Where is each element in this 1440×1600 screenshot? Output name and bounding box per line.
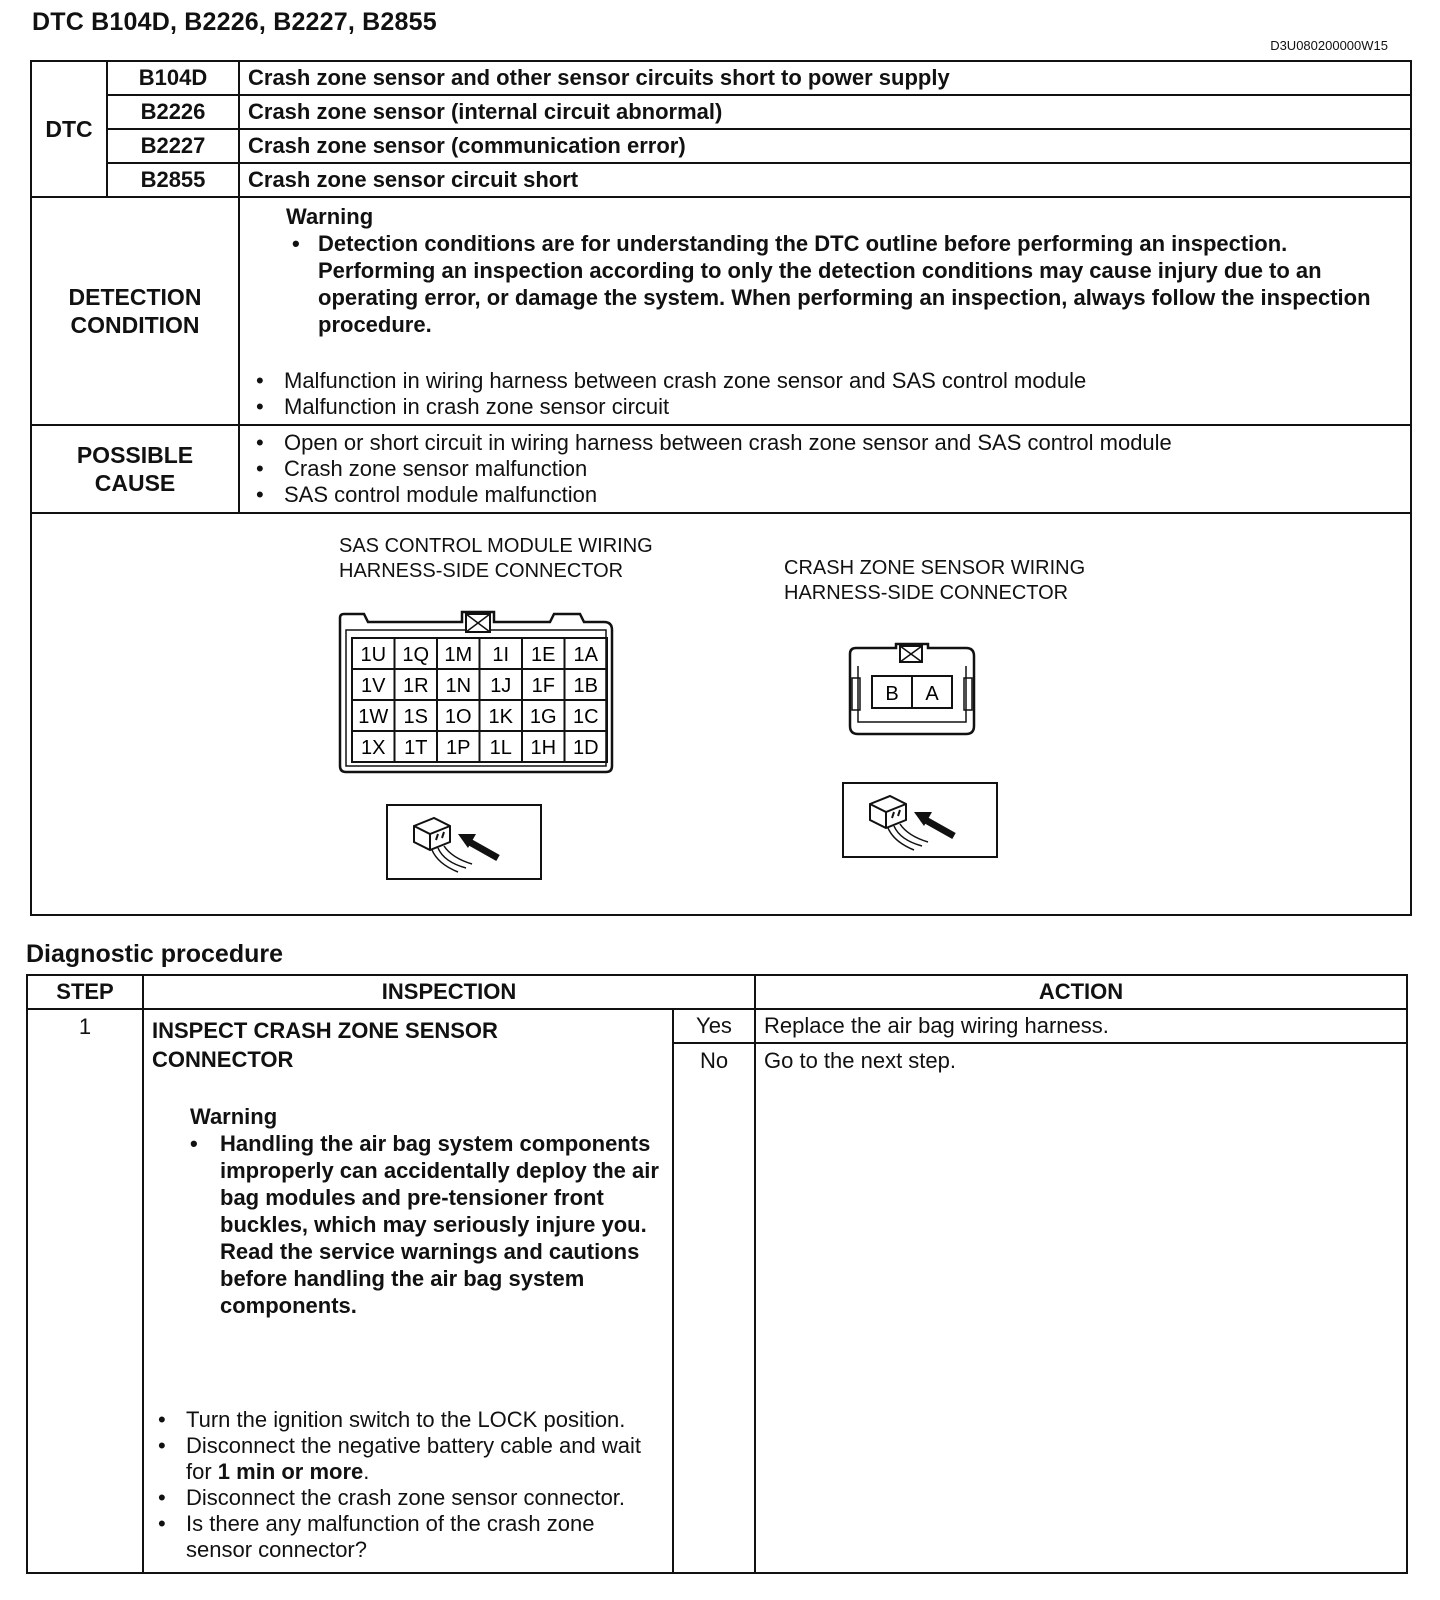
inspection-cell — [143, 1009, 673, 1573]
sas-pin-label: 1H — [530, 737, 557, 759]
dtc-table — [30, 60, 1412, 916]
sas-pin-label: 1B — [573, 675, 598, 697]
harness-side-view-icon — [386, 804, 542, 880]
document-id: D3U080200000W15 — [1270, 38, 1388, 53]
inspection-warning-text: • Handling the air bag system components improperly can accidentally deploy the air bag modules and pre-tensioner front buckles, which may seriously injure you. Read the service warnings and cautions before handling the air bag system components. — [190, 1130, 666, 1319]
sas-pin-label: 1L — [489, 737, 512, 759]
czs-connector-drawing — [842, 642, 992, 742]
sas-connector-drawing — [332, 604, 632, 784]
dtc-code: B2227 — [107, 129, 239, 163]
detection-condition-content — [239, 197, 1411, 425]
inspection-steps — [156, 1407, 666, 1563]
sas-pin-label: 1A — [573, 644, 598, 666]
sas-pin-label: 1V — [361, 675, 386, 697]
list-item: • Turn the ignition switch to the LOCK position. — [156, 1407, 666, 1433]
action-header: ACTION — [755, 975, 1407, 1009]
detection-label-line2: CONDITION — [70, 312, 200, 338]
yes-label: Yes — [673, 1009, 755, 1043]
sas-pin-label: 1E — [531, 644, 556, 666]
possible-cause-content — [239, 425, 1411, 513]
item-text: Disconnect the negative battery cable and wait for — [186, 1433, 641, 1484]
cause-label-line1: POSSIBLE — [76, 442, 194, 468]
sas-pin-label: 1C — [572, 706, 599, 728]
connector-diagram-panel — [31, 513, 1411, 915]
sas-pin-label: 1J — [490, 675, 512, 697]
detection-condition-label — [31, 197, 239, 425]
inspection-heading-line2: CONNECTOR — [152, 1047, 294, 1072]
sas-label-line2: HARNESS-SIDE CONNECTOR — [339, 560, 624, 582]
sas-pin-label: 1N — [445, 675, 472, 697]
sas-label-line1: SAS CONTROL MODULE WIRING — [339, 535, 653, 557]
harness-side-view-icon — [842, 782, 998, 858]
sas-pin-label: 1D — [572, 737, 599, 759]
inspection-warning-title: Warning — [190, 1104, 278, 1129]
item-emphasis: 1 min or more — [217, 1459, 364, 1484]
sas-pin-label: 1P — [446, 737, 471, 759]
detection-warning-list — [292, 230, 1410, 338]
no-label: No — [673, 1043, 755, 1573]
czs-pin-label: B — [885, 683, 899, 705]
inspection-warning-list — [190, 1130, 666, 1319]
dtc-code: B2855 — [107, 163, 239, 197]
czs-label-line2: HARNESS-SIDE CONNECTOR — [784, 582, 1069, 604]
dtc-description: Crash zone sensor and other sensor circuits short to power supply — [239, 61, 1411, 95]
page-title: DTC B104D, B2226, B2227, B2855 — [32, 8, 437, 36]
cause-label-line2: CAUSE — [94, 470, 176, 496]
sas-pin-label: 1I — [492, 644, 510, 666]
list-item: • Crash zone sensor malfunction — [256, 456, 1410, 482]
yes-action: Replace the air bag wiring harness. — [755, 1009, 1407, 1043]
list-item: • SAS control module malfunction — [256, 482, 1410, 508]
dtc-code: B104D — [107, 61, 239, 95]
dtc-code: B2226 — [107, 95, 239, 129]
dtc-label: DTC — [31, 61, 107, 197]
detection-warning-title: Warning — [286, 204, 374, 229]
sas-pin-label: 1G — [529, 706, 557, 728]
dtc-description: Crash zone sensor circuit short — [239, 163, 1411, 197]
list-item: • Is there any malfunction of the crash zone sensor connector? — [156, 1511, 666, 1563]
detection-warning-text: • Detection conditions are for understanding the DTC outline before performing an inspection. Performing an inspection according to only the detection conditions may cause injury due to an operating error, or damage the system. When performing an inspection, always follow the inspection procedure. — [292, 230, 1400, 338]
detection-label-line1: DETECTION — [68, 284, 202, 310]
sas-pin-label: 1S — [403, 706, 428, 728]
sas-pin-label: 1U — [360, 644, 387, 666]
inspection-heading — [152, 1016, 666, 1074]
inspection-header: INSPECTION — [143, 975, 755, 1009]
step-number: 1 — [27, 1009, 143, 1573]
dtc-description: Crash zone sensor (internal circuit abnormal) — [239, 95, 1411, 129]
sas-pin-label: 1W — [358, 706, 389, 728]
sas-pin-label: 1X — [361, 737, 386, 759]
no-action: Go to the next step. — [755, 1043, 1407, 1573]
sas-pin-label: 1R — [402, 675, 429, 697]
list-item: • Open or short circuit in wiring harness between crash zone sensor and SAS control module — [256, 430, 1410, 456]
sas-connector-label — [339, 534, 653, 584]
possible-cause-label — [31, 425, 239, 513]
czs-label-line1: CRASH ZONE SENSOR WIRING — [784, 557, 1086, 579]
detection-items — [256, 368, 1410, 420]
czs-connector-label — [784, 556, 1085, 606]
procedure-title: Diagnostic procedure — [26, 940, 283, 968]
procedure-table — [26, 974, 1408, 1574]
dtc-description: Crash zone sensor (communication error) — [239, 129, 1411, 163]
sas-pin-label: 1T — [404, 737, 428, 759]
sas-pin-label: 1M — [444, 644, 473, 666]
list-item — [156, 1433, 666, 1485]
sas-pin-label: 1O — [444, 706, 472, 728]
sas-pin-label: 1Q — [402, 644, 430, 666]
sas-pin-label: 1K — [488, 706, 513, 728]
sas-pin-label: 1F — [531, 675, 555, 697]
lock-tab-icon — [466, 614, 490, 632]
czs-pin-label: A — [925, 683, 939, 705]
step-header: STEP — [27, 975, 143, 1009]
inspection-heading-line1: INSPECT CRASH ZONE SENSOR — [152, 1018, 498, 1043]
list-item: • Malfunction in wiring harness between crash zone sensor and SAS control module — [256, 368, 1410, 394]
cause-items — [256, 430, 1410, 508]
item-text: . — [363, 1459, 370, 1484]
list-item: • Disconnect the crash zone sensor connector. — [156, 1485, 666, 1511]
lock-tab-icon — [900, 646, 922, 662]
list-item: • Malfunction in crash zone sensor circuit — [256, 394, 1410, 420]
